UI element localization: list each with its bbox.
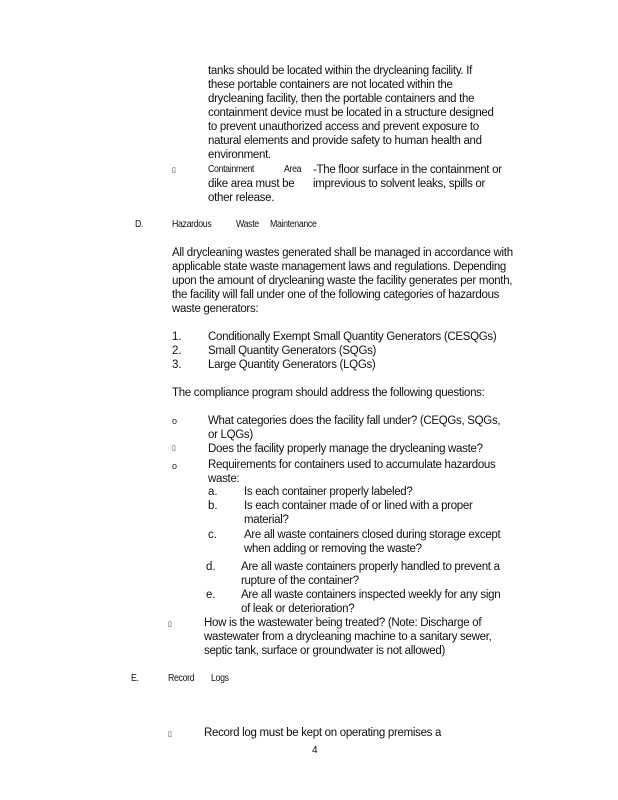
bullet-icon: ▯ [168, 731, 172, 738]
text-line: Is each container made of or lined with a proper [244, 500, 473, 512]
list-number: 1. [172, 331, 182, 343]
text-line: tanks should be located within the drycleaning facility. If [208, 65, 472, 77]
text-line: Does the facility properly manage the drycleaning waste? [208, 443, 483, 455]
heading-word: Logs [211, 673, 229, 684]
text-line: Are all waste containers inspected weekly for any sign [241, 589, 501, 601]
area-label: Area [284, 164, 302, 175]
bullet-icon: ▯ [172, 445, 176, 452]
text-line: of leak or deterioration? [241, 603, 355, 615]
sub-letter: d. [206, 561, 216, 573]
text-line: when adding or removing the waste? [244, 543, 422, 555]
heading-word: Record [168, 673, 195, 684]
text-line: Requirements for containers used to accumulate hazardous [208, 459, 496, 471]
list-number: 3. [172, 359, 182, 371]
sub-letter: c. [208, 529, 217, 541]
heading-word: Maintenance [270, 219, 317, 230]
section-letter: E. [131, 673, 139, 684]
bullet-icon: o [172, 416, 178, 426]
text-line: -The floor surface in the containment or [313, 164, 502, 176]
list-item: Large Quantity Generators (LQGs) [208, 359, 376, 371]
text-line: containment device must be located in a structure designed [208, 107, 494, 119]
text-line: the facility will fall under one of the following categories of hazardous [172, 289, 500, 301]
page-number: 4 [312, 745, 318, 756]
section-letter: D. [135, 219, 144, 230]
list-number: 2. [172, 345, 182, 357]
sub-letter: b. [208, 500, 218, 512]
text-line: How is the wastewater being treated? (Note: Discharge of [204, 617, 482, 629]
text-line: Is each container properly labeled? [244, 486, 413, 498]
sub-letter: e. [206, 589, 216, 601]
compliance-intro: The compliance program should address the following questions: [172, 387, 485, 399]
sub-letter: a. [208, 486, 218, 498]
heading-word: Waste [236, 219, 259, 230]
bullet-icon: o [172, 461, 178, 471]
text-line: All drycleaning wastes generated shall be managed in accordance with [172, 247, 513, 259]
text-line: What categories does the facility fall under? (CEQGs, SQGs, [208, 415, 501, 427]
text-line: natural elements and provide safety to human health and [208, 135, 482, 147]
text-line: these portable containers are not located within the [208, 79, 453, 91]
text-line: wastewater from a drycleaning machine to a sanitary sewer, [204, 631, 492, 643]
text-line: applicable state waste management laws and regulations. Depending [172, 261, 507, 273]
text-line: upon the amount of drycleaning waste the facility generates per month, [172, 275, 513, 287]
text-line: rupture of the container? [241, 575, 359, 587]
text-line: imprevious to solvent leaks, spills or [313, 178, 486, 190]
text-line: material? [244, 514, 289, 526]
text-line: Record log must be kept on operating premises a [204, 727, 442, 739]
bullet-icon: ▯ [172, 167, 176, 174]
text-line: Are all waste containers properly handled to prevent a [241, 561, 500, 573]
heading-word: Hazardous [172, 219, 212, 230]
text-line: or LQGs) [208, 429, 253, 441]
text-line: septic tank, surface or groundwater is not allowed) [204, 645, 446, 657]
list-item: Conditionally Exempt Small Quantity Generators (CESQGs) [208, 331, 497, 343]
text-line: other release. [208, 192, 275, 204]
text-line: drycleaning facility, then the portable containers and the [208, 93, 475, 105]
text-line: dike area must be [208, 178, 295, 190]
text-line: environment. [208, 149, 271, 161]
list-item: Small Quantity Generators (SQGs) [208, 345, 377, 357]
containment-label: Containment [208, 164, 255, 175]
text-line: Are all waste containers closed during storage except [244, 529, 501, 541]
text-line: waste generators: [172, 303, 259, 315]
text-line: waste: [208, 473, 240, 485]
bullet-icon: ▯ [168, 621, 172, 628]
text-line: to prevent unauthorized access and prevent exposure to [208, 121, 479, 133]
